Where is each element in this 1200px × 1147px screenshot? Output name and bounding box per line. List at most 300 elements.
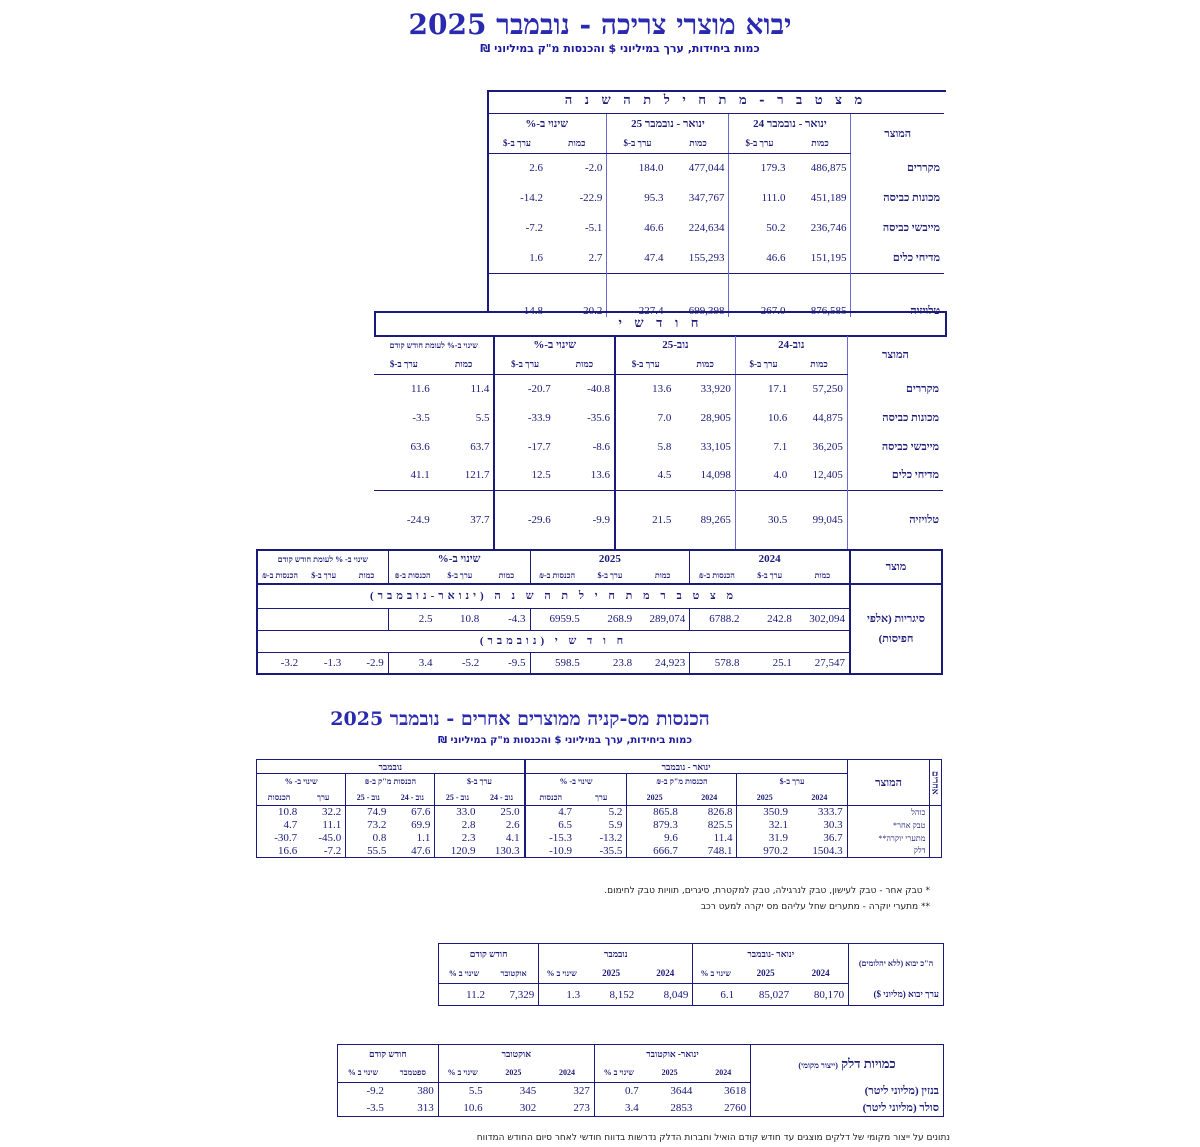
cell: 2.3	[435, 832, 480, 845]
cell: 268.9	[584, 608, 636, 630]
cell: 0.8	[346, 832, 391, 845]
table-row	[374, 374, 943, 403]
cell: 21.5	[615, 490, 675, 550]
cell: 7,329	[509, 988, 535, 1001]
row-label: מתערי יוקרה**	[847, 832, 930, 845]
cell: 89,265	[675, 490, 735, 550]
change-revenue-header: הכנסות	[257, 790, 302, 806]
cell: 865.8	[627, 806, 682, 819]
cell: -13.2	[599, 832, 623, 844]
cell: 6.5	[525, 819, 576, 832]
cell: 55.5	[346, 845, 391, 858]
october-header: אוקטובר	[489, 964, 539, 984]
fuel-title-sub: (ייצור מקומי)	[798, 1060, 838, 1070]
cell: 120.9	[435, 845, 480, 858]
product-header: המוצר	[847, 760, 930, 806]
cell: -29.6	[494, 490, 554, 550]
cell: -7.2	[323, 844, 342, 857]
cell: 36,205	[791, 432, 847, 461]
cumulative-table	[487, 114, 944, 317]
table-row	[487, 213, 944, 243]
cell: 13.6	[615, 374, 675, 403]
change-header: שינוי ב %	[693, 964, 738, 984]
side-label: אחרים	[930, 760, 942, 806]
cell: 67.6	[411, 806, 431, 819]
cell: 12,405	[791, 461, 847, 490]
cell: 699,398	[668, 273, 729, 317]
cell: -14.2	[520, 192, 544, 204]
cell: 227.4	[607, 273, 668, 317]
cell: 825.5	[707, 819, 733, 831]
cell: 451,189	[790, 183, 851, 213]
cell: 46.6	[729, 243, 790, 273]
change-header: שינוי ב-%	[494, 336, 615, 354]
fuel-table	[337, 1044, 944, 1117]
cell: 10.6	[438, 1100, 486, 1117]
value-header: ערך ב-$	[607, 133, 668, 153]
table-row	[487, 153, 944, 183]
cell: 184.0	[607, 153, 668, 183]
cell: 3644	[670, 1085, 693, 1098]
cell: 37.7	[434, 490, 495, 550]
cell: 50.2	[729, 213, 790, 243]
revenue-header: הכנסות מ"ק ב-₪	[627, 774, 737, 790]
cell: 6788.2	[690, 608, 744, 630]
cell: 1.6	[529, 251, 544, 264]
row-label: מקררים	[907, 162, 940, 174]
qty-header: כמות	[791, 354, 847, 374]
cell: 347,767	[688, 192, 725, 204]
row-label: מקררים	[906, 382, 939, 395]
value-header: ערך ב-$	[374, 354, 434, 374]
cell: -9.5	[483, 652, 530, 674]
cell: 74.9	[346, 806, 391, 819]
cell: 345	[519, 1085, 537, 1098]
table-row	[374, 461, 943, 490]
cumulative-section-title: מ צ ט ב ר - מ ת ח י ל ת ה ש נ ה	[564, 93, 867, 108]
value-header: ערך ב-$	[597, 570, 623, 580]
cell: 85,027	[758, 988, 790, 1001]
cell: 41.1	[410, 469, 430, 482]
cell: 11.1	[322, 819, 342, 831]
cell: -3.2	[257, 652, 302, 674]
cell: 10.6	[735, 403, 791, 432]
cell: 4.0	[735, 461, 791, 490]
cell: 224,634	[688, 222, 725, 234]
cell: 33,105	[700, 440, 731, 453]
cell: 57,250	[791, 374, 847, 403]
cell: 486,875	[790, 153, 851, 183]
cell: 11.2	[466, 988, 485, 1001]
cell: 5.2	[608, 806, 623, 819]
table-row	[257, 806, 942, 819]
table-row	[257, 652, 942, 674]
product-header: מוצר	[850, 550, 942, 584]
footnote-2: ** מתערי יוקרה - מתערים שחל עליהם מס יקרה למעט רכב	[700, 902, 930, 912]
cell: 273	[573, 1101, 590, 1114]
cell: -3.5	[412, 411, 430, 424]
cell: 0.7	[594, 1083, 642, 1100]
change-header: שינוי ב %	[594, 1063, 642, 1083]
cell: 11.6	[410, 382, 430, 395]
cell: 151,195	[790, 243, 851, 273]
year-header: 2024	[793, 964, 848, 984]
cell: 3.4	[388, 652, 436, 674]
qty-header: כמות	[814, 570, 831, 580]
cell: 380	[417, 1085, 434, 1098]
change-value-header: ערך	[301, 790, 346, 806]
cell: 69.9	[411, 819, 431, 831]
total-import-label: ה"כ יבוא (ללא יהלומים)	[849, 944, 944, 984]
cell: 4.7	[283, 819, 298, 831]
cigarettes-month-title: ח ו ד ש י (נובמבר)	[257, 630, 850, 652]
cell: 25.0	[500, 806, 520, 819]
cell: 3.4	[594, 1100, 642, 1117]
cell: -45.0	[318, 832, 342, 844]
cum-header: ינואר - נובמבר	[525, 760, 848, 774]
revenue-header: הכנסות ב-₪	[530, 567, 584, 584]
row-label: מכונות כביסה	[882, 411, 939, 424]
year-header: 2025	[487, 1063, 541, 1083]
cell: 47.4	[607, 243, 668, 273]
qty-header: כמות	[668, 133, 729, 153]
value-header: ערך ב-$	[615, 354, 675, 374]
table-row	[257, 832, 942, 845]
cell: 2.6	[529, 162, 544, 175]
purchase-tax-subtitle: כמות ביחידות, ערך במיליוני $ והכנסות מ"ק במיליוני ₪	[437, 735, 692, 746]
period-25-header: נוב-25	[615, 336, 735, 354]
fuel-title-text: כמויות דלק	[841, 1055, 896, 1071]
cell: 1.1	[416, 832, 431, 844]
cell: -14.8	[487, 273, 547, 317]
cell: 12.5	[494, 461, 554, 490]
row-label: טבק אחר*	[847, 819, 930, 832]
row-label: כוהל	[847, 806, 930, 819]
change-header: שינוי ב %	[438, 1063, 486, 1083]
cell: 13.6	[590, 469, 611, 482]
table-row	[374, 432, 943, 461]
cell: 14,098	[700, 469, 731, 482]
cell: 748.1	[707, 844, 733, 857]
cell: 17.1	[735, 374, 791, 403]
month-header: אוקטובר	[438, 1045, 594, 1063]
value-header: ערך ב-$	[311, 570, 337, 580]
cell: 2.6	[505, 819, 520, 831]
cell: -3.5	[366, 1101, 384, 1114]
cell: 11.4	[470, 382, 490, 395]
table-row	[487, 183, 944, 213]
cell: 7.1	[735, 432, 791, 461]
cell: 313	[417, 1101, 434, 1114]
row-label: דלק	[847, 845, 930, 858]
cell: 242.8	[743, 608, 795, 630]
year-header: 2024	[696, 1063, 750, 1083]
cell: 28,905	[700, 411, 731, 424]
table-row	[487, 243, 944, 273]
cell: 130.3	[494, 844, 520, 857]
cell: 7.0	[615, 403, 675, 432]
row-label: טלויזיה	[847, 490, 943, 550]
cell: 32.1	[737, 819, 792, 832]
cell: 179.3	[729, 153, 790, 183]
cum-header: ינואר- אוקטובר	[594, 1045, 750, 1063]
year-header: 2024	[682, 790, 737, 806]
product-header: המוצר	[881, 349, 909, 361]
change-header: שינוי ב- %	[525, 774, 627, 790]
monthly-section-title: ח ו ד ש י	[374, 311, 947, 337]
fuel-footnote: נתונים על ייצור מקומי של דלקים מוצגים עד חודש קודם הואיל וחברות הדלק נדרשות בדווח חודשי לאחר סיום החודש המדווח	[476, 1133, 950, 1143]
year-2025-header: 2025	[530, 550, 690, 567]
cell: 10.8	[277, 806, 298, 819]
prev-change-header: שינוי ב-% לעומת חודש קודם	[389, 340, 478, 350]
cell: 578.8	[690, 652, 744, 674]
cell: 95.3	[607, 183, 668, 213]
cell: -35.6	[587, 411, 611, 424]
cigarettes-cum-title: מ צ ט ב ר מ ת ח י ל ת ה ש נ ה (ינואר-נובמבר)	[257, 584, 850, 608]
value-header: ערך ב-$	[735, 354, 791, 374]
cell: 36.7	[823, 832, 843, 844]
total-import-table	[438, 943, 944, 1006]
qty-header: כמות	[790, 133, 851, 153]
cell: -15.3	[525, 832, 576, 845]
month-header: נובמבר	[539, 944, 693, 964]
value-header: ערך ב-$	[435, 774, 525, 790]
cell: 80,170	[813, 988, 845, 1001]
cell: 302	[519, 1101, 537, 1114]
cell: 826.8	[707, 806, 733, 819]
cell: 4.7	[525, 806, 576, 819]
year-header: 2025	[737, 790, 792, 806]
revenue-header: הכנסות ב-₪	[690, 567, 744, 584]
year-header: 2025	[738, 964, 793, 984]
cell: -4.3	[483, 608, 530, 630]
cell: 327	[573, 1085, 590, 1098]
cell: 63.7	[470, 440, 490, 453]
cell: 32.2	[322, 806, 342, 819]
cell: 267.0	[729, 273, 790, 317]
row-label: מייבשי כביסה	[882, 222, 940, 234]
cell: 2853	[670, 1101, 693, 1114]
prev-header: חודש קודם	[369, 1048, 407, 1059]
purchase-tax-table	[256, 759, 942, 858]
cell: -5.1	[585, 222, 603, 234]
cell: -24.9	[374, 490, 434, 550]
cell: 970.2	[737, 845, 792, 858]
cell: -17.7	[494, 432, 554, 461]
month-header: נוב - 25	[346, 790, 391, 806]
cell: 2760	[724, 1101, 747, 1114]
cell: 33.0	[435, 806, 480, 819]
page-title: יבוא מוצרי צריכה - נובמבר 2025	[408, 8, 792, 41]
change-revenue-header: הכנסות	[525, 790, 576, 806]
period-24-header: נוב-24	[735, 336, 847, 354]
cell: -10.9	[525, 845, 576, 858]
table-row	[374, 403, 943, 432]
cell: 5.5	[475, 411, 490, 424]
table-row	[374, 490, 943, 550]
cell: 4.5	[615, 461, 675, 490]
change-header: שינוי ב %	[338, 1063, 388, 1083]
cell: -40.8	[587, 382, 611, 395]
table-row	[257, 845, 942, 858]
table-row	[338, 1083, 944, 1100]
cell: 31.9	[737, 832, 792, 845]
cell: 6.1	[693, 984, 738, 1006]
cell: 289,074	[636, 608, 690, 630]
year-header: 2025	[584, 964, 638, 984]
cell: 63.6	[410, 440, 430, 453]
qty-header: כמות	[358, 570, 375, 580]
row-label: ערך יבוא (מליוני $)	[849, 984, 944, 1006]
cell: 333.7	[817, 806, 843, 819]
change-header: שינוי ב- %	[284, 777, 318, 787]
year-header: 2024	[638, 964, 693, 984]
cell: -9.9	[555, 490, 615, 550]
revenue-header: הכנסות ב-₪	[262, 570, 299, 580]
change-header: שינוי ב %	[539, 964, 584, 984]
table-row	[257, 819, 942, 832]
cell: 24,923	[636, 652, 690, 674]
cell: 1504.3	[812, 844, 843, 857]
cell: -30.7	[274, 832, 298, 844]
row-label: טלויזיה	[851, 273, 944, 317]
change-header: שינוי ב-%	[388, 550, 530, 567]
cell: 4.1	[505, 832, 520, 844]
cell: 44,875	[791, 403, 847, 432]
cigarettes-table	[256, 549, 943, 675]
qty-header: כמות	[498, 570, 515, 580]
qty-header: כמות	[434, 354, 495, 374]
cell: -20.7	[494, 374, 554, 403]
cell: -20.2	[547, 273, 607, 317]
month-header: נובמבר	[257, 760, 525, 774]
cell: 879.3	[627, 819, 682, 832]
cell: 5.9	[608, 819, 623, 831]
prev-change-header: שינוי ב- % לעומת חודש קודם	[277, 554, 369, 564]
cell: 5.5	[438, 1083, 486, 1100]
cell: 477,044	[688, 162, 725, 175]
cell: 155,293	[688, 251, 725, 264]
cell: -33.9	[494, 403, 554, 432]
table-row	[257, 608, 942, 630]
september-header: ספטמבר	[388, 1063, 438, 1083]
cell: -8.6	[592, 440, 611, 453]
cell: 1.3	[539, 984, 584, 1006]
cigarettes-label: סיגריות (אלפי חפיסות)	[850, 584, 942, 674]
purchase-tax-title: הכנסות מס-קניה ממוצרים אחרים - נובמבר 2025	[330, 708, 710, 730]
cell: 350.9	[737, 806, 792, 819]
cell: 16.6	[277, 844, 298, 857]
value-header: ערך ב-$	[757, 570, 783, 580]
cum-header: ינואר -נובמבר	[693, 944, 849, 964]
row-label: מייבשי כביסה	[881, 440, 939, 453]
year-header: 2024	[540, 1063, 594, 1083]
year-header: 2025	[627, 790, 682, 806]
table-row	[338, 1100, 944, 1117]
cell: 2.7	[588, 251, 603, 264]
footnote-1: * טבק אחר - טבק לעישון, טבק לנרגילה, טבק למקטרת, סיגרים, תוויות טבק לחימום.	[604, 886, 930, 896]
cell: 111.0	[729, 183, 790, 213]
cell: 30.3	[823, 819, 843, 831]
cell: 666.7	[627, 845, 682, 858]
qty-header: כמות	[547, 133, 607, 153]
cell: 5.8	[615, 432, 675, 461]
cell: 9.6	[627, 832, 682, 845]
cell: 6959.5	[530, 608, 584, 630]
cell: 598.5	[530, 652, 584, 674]
row-label: בנזין (מליוני ליטר)	[751, 1083, 944, 1100]
row-label: מדיחי כלים	[892, 251, 940, 264]
cell: -22.9	[579, 192, 603, 204]
revenue-header: הכנסות מ"ק ב-₪	[346, 774, 435, 790]
cell: 73.2	[346, 819, 391, 832]
cell: 11.4	[713, 832, 733, 844]
month-header: נוב - 25	[435, 790, 480, 806]
cell: 10.8	[436, 608, 483, 630]
value-header: ערך ב-$	[487, 133, 547, 153]
qty-header: כמות	[654, 570, 671, 580]
cell: 876,585	[790, 273, 851, 317]
month-header: נוב - 24	[390, 790, 435, 806]
value-header: ערך ב-$	[494, 354, 554, 374]
fuel-title	[751, 1045, 944, 1083]
year-header: 2024	[792, 790, 847, 806]
change-value-header: ערך	[576, 790, 627, 806]
cell: 8,152	[609, 988, 635, 1001]
cell: 3618	[724, 1085, 747, 1098]
cell: 8,049	[663, 988, 689, 1001]
cell: -2.0	[585, 162, 603, 175]
cell: -5.2	[436, 652, 483, 674]
cell: -35.5	[599, 844, 623, 857]
cell: 121.7	[464, 469, 490, 482]
cell: -7.2	[525, 222, 544, 234]
cell: 46.6	[607, 213, 668, 243]
year-2024-header: 2024	[690, 550, 850, 567]
cell: 23.8	[584, 652, 636, 674]
cell: 302,094	[796, 608, 850, 630]
qty-header: כמות	[675, 354, 735, 374]
change-header: שינוי ב-%	[525, 117, 569, 130]
cell: 236,746	[790, 213, 851, 243]
cell: 25.1	[743, 652, 795, 674]
value-header: ערך ב-$	[737, 774, 847, 790]
cell: -9.2	[366, 1085, 384, 1098]
monthly-table	[374, 336, 943, 550]
cell: 27,547	[796, 652, 850, 674]
qty-header: כמות	[555, 354, 615, 374]
cell: -2.9	[345, 652, 388, 674]
period-2024-header: ינואר - נובמבר 24	[729, 114, 851, 133]
year-header: 2025	[643, 1063, 697, 1083]
row-label: מכונות כביסה	[883, 192, 940, 204]
cell: 2.8	[435, 819, 480, 832]
month-header: נוב - 24	[480, 790, 525, 806]
cell: -1.3	[302, 652, 345, 674]
row-label: מדיחי כלים	[891, 469, 939, 482]
cell: 2.5	[388, 608, 436, 630]
page-subtitle: כמות ביחידות, ערך במיליוני $ והכנסות מ"ק במיליוני ₪	[480, 42, 760, 55]
cell: 47.6	[411, 844, 431, 857]
product-header: המוצר	[884, 127, 912, 140]
prev-header: חודש קודם	[469, 948, 508, 959]
period-2025-header: ינואר - נובמבר 25	[607, 114, 729, 133]
cell: 99,045	[791, 490, 847, 550]
value-header: ערך ב-$	[447, 570, 473, 580]
value-header: ערך ב-$	[729, 133, 790, 153]
cell: 30.5	[735, 490, 791, 550]
cell: 33,920	[700, 382, 731, 395]
